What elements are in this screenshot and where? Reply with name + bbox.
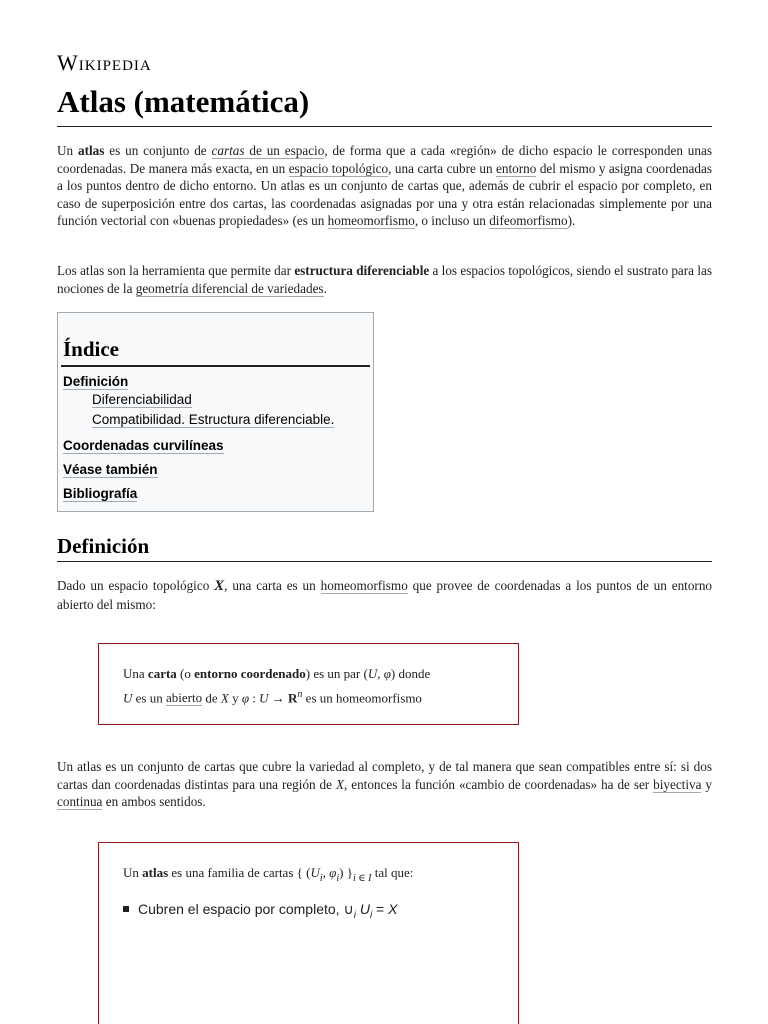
text: . bbox=[323, 280, 327, 296]
text: tal que: bbox=[371, 865, 414, 880]
arrow-icon: → bbox=[268, 690, 289, 706]
text: a los espacios topológicos, siendo el sustrato para las nociones de la bbox=[57, 263, 712, 296]
text: Dado un espacio topológico bbox=[57, 578, 215, 593]
toc-divider bbox=[61, 365, 370, 367]
math-i: i bbox=[353, 909, 356, 921]
text: que provee de coordenadas a los puntos de un entorno abierto del mismo: bbox=[57, 578, 713, 612]
math-U: U bbox=[367, 666, 378, 681]
atlas-definition-line bbox=[123, 863, 413, 889]
text: , bbox=[377, 666, 384, 681]
math-U: U bbox=[259, 690, 269, 706]
text: , bbox=[322, 865, 330, 880]
list-item bbox=[123, 899, 397, 926]
bold-entorno-coordenado: entorno coordenado bbox=[194, 666, 306, 681]
page-title: Atlas (matemática) bbox=[57, 84, 310, 119]
section-divider bbox=[57, 561, 712, 562]
math-X: X bbox=[214, 578, 225, 594]
link-biyectiva[interactable]: biyectiva bbox=[653, 776, 702, 792]
text: es un conjunto de bbox=[104, 143, 212, 158]
text: es un bbox=[132, 690, 166, 706]
carta-definition-line-1 bbox=[123, 664, 430, 684]
atlas-conditions-list bbox=[123, 899, 397, 926]
math-i: i bbox=[336, 872, 340, 884]
text: de bbox=[202, 690, 221, 706]
math-U: U bbox=[310, 865, 320, 880]
text: y bbox=[701, 776, 712, 792]
link-cartas-de-un-espacio[interactable] bbox=[212, 143, 325, 159]
toc-item-diferenciabilidad[interactable]: Diferenciabilidad bbox=[92, 392, 192, 407]
wikipedia-logo[interactable]: Wikipedia bbox=[57, 50, 152, 75]
text: y bbox=[228, 690, 242, 706]
math-phi: φ bbox=[383, 666, 391, 681]
text: ). bbox=[567, 213, 576, 229]
text: ) donde bbox=[390, 666, 431, 681]
math-n: n bbox=[297, 689, 303, 700]
text: , o incluso un bbox=[414, 213, 490, 229]
italic-cartas: cartas bbox=[211, 143, 245, 158]
definition-box-atlas bbox=[98, 842, 519, 1024]
definition-box-carta bbox=[98, 643, 519, 725]
math-X: X bbox=[388, 901, 398, 917]
link-geometria-diferencial[interactable]: geometría diferencial de variedades bbox=[135, 280, 324, 296]
toc-item-bibliografia[interactable]: Bibliografía bbox=[63, 486, 138, 501]
math-phi: φ bbox=[329, 865, 337, 880]
carta-definition-line-2 bbox=[123, 684, 422, 708]
link-continua[interactable]: continua bbox=[57, 794, 103, 810]
title-divider bbox=[57, 126, 712, 127]
math-R: R bbox=[288, 690, 298, 706]
link-homeomorfismo-2[interactable]: homeomorfismo bbox=[320, 578, 408, 593]
link-difeomorfismo[interactable]: difeomorfismo bbox=[489, 213, 568, 229]
text: = bbox=[372, 901, 389, 917]
text: ) } bbox=[339, 865, 353, 880]
math-X: X bbox=[220, 690, 229, 706]
text: en ambos sentidos. bbox=[102, 794, 206, 810]
toc-title: Índice bbox=[63, 337, 120, 361]
definicion-paragraph-2 bbox=[57, 758, 712, 811]
text: del mismo y asigna coordenadas a los puntos dentro de dicho entorno. Un atlas es un conjunto de cartas que, además de cubrir el espacio por completo, en caso de superposición entre dos cartas, las coordenadas asignadas por una y otra están relacionadas simplemente por una función vectorial con «buenas propiedades» (es un bbox=[57, 160, 712, 229]
definicion-paragraph-1 bbox=[57, 577, 712, 613]
text: Un bbox=[57, 143, 78, 158]
text: , de forma que a cada «región» de dicho espacio le corresponden unas coordenadas. De manera más exacta, en un bbox=[57, 143, 712, 176]
toc-item-vease-tambien[interactable]: Véase también bbox=[63, 462, 158, 477]
math-X: X bbox=[335, 776, 344, 792]
link-homeomorfismo[interactable]: homeomorfismo bbox=[327, 213, 415, 229]
bold-atlas: atlas bbox=[142, 865, 169, 880]
math-U: U bbox=[355, 901, 370, 917]
table-of-contents bbox=[57, 312, 374, 512]
bullet-icon bbox=[123, 906, 129, 912]
math-i: i bbox=[369, 909, 373, 921]
text: Los atlas son la herramienta que permite dar bbox=[57, 263, 295, 278]
toc-item-compatibilidad[interactable]: Compatibilidad. Estructura diferenciable. bbox=[92, 412, 335, 427]
section-heading-definicion: Definición bbox=[57, 534, 150, 558]
math-U: U bbox=[123, 690, 133, 706]
text: (o bbox=[176, 666, 195, 681]
link-abierto[interactable]: abierto bbox=[165, 690, 203, 706]
toc-item-definicion[interactable]: Definición bbox=[63, 374, 129, 389]
bold-atlas: atlas bbox=[78, 143, 105, 158]
text: : bbox=[249, 690, 260, 706]
text: es un homeomorfismo bbox=[302, 690, 422, 706]
text: Un atlas es un conjunto de cartas que cubre la variedad al completo, y de tal manera que sean compatibles entre sí: si dos cartas dan coordenadas distintas para una región de bbox=[57, 759, 712, 792]
intro-paragraph-2 bbox=[57, 262, 712, 297]
text: Una bbox=[123, 666, 148, 681]
text: , entonces la función «cambio de coordenadas» ha de ser bbox=[344, 776, 654, 792]
toc-item-coordenadas-curvilineas[interactable]: Coordenadas curvilíneas bbox=[63, 438, 224, 453]
text: de un espacio bbox=[244, 143, 325, 158]
text: , una carta cubre un bbox=[388, 160, 497, 176]
link-espacio-topologico[interactable]: espacio topológico bbox=[288, 160, 389, 176]
intro-paragraph-1 bbox=[57, 142, 712, 230]
text: Cubren el espacio por completo, ∪ bbox=[138, 901, 354, 917]
math-index-set: i ∈ I bbox=[352, 872, 372, 884]
text: es una familia de cartas { ( bbox=[168, 865, 311, 880]
math-phi: φ bbox=[241, 690, 250, 706]
link-entorno[interactable]: entorno bbox=[496, 160, 537, 176]
text: ) es un par ( bbox=[305, 666, 368, 681]
bold-estructura-diferenciable: estructura diferenciable bbox=[294, 263, 430, 278]
text: Un bbox=[123, 865, 143, 880]
math-i: i bbox=[319, 872, 323, 884]
text: , una carta es un bbox=[224, 578, 321, 593]
bold-carta: carta bbox=[147, 666, 177, 681]
